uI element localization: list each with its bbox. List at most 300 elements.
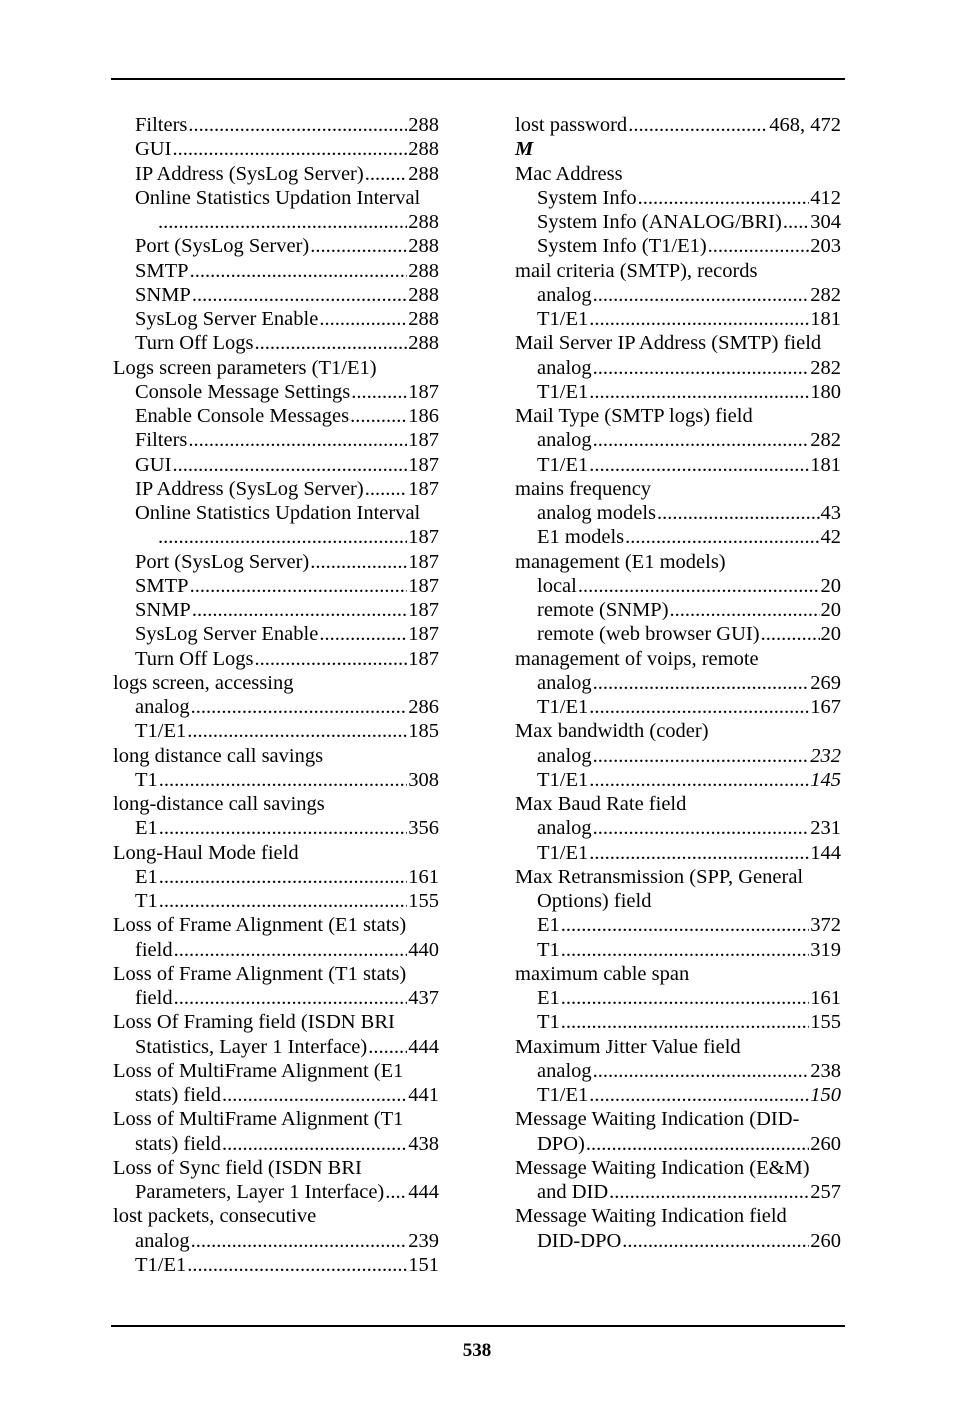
entry-text: System Info	[537, 186, 637, 209]
index-subentry	[113, 501, 439, 550]
page-reference: 282	[810, 429, 841, 452]
index-subentry	[113, 768, 439, 792]
index-subentry	[113, 283, 439, 307]
index-entry-line	[135, 307, 439, 331]
page-reference: 150	[810, 1084, 841, 1106]
index-heading: Long-Haul Mode field	[113, 841, 299, 864]
page-reference: 187	[408, 380, 439, 403]
dot-leader	[190, 259, 408, 283]
index-subentry	[515, 525, 841, 549]
index-subentry	[515, 501, 841, 525]
index-subentry	[113, 307, 439, 331]
index-heading: long distance call savings	[113, 744, 324, 767]
page-reference: 372	[810, 914, 841, 937]
dot-leader	[625, 525, 819, 549]
index-entry-line	[135, 1083, 439, 1107]
index-subentry	[113, 137, 439, 161]
page-reference: 42	[820, 526, 841, 549]
page-reference: 181	[810, 308, 841, 330]
page-reference: 438	[408, 1132, 439, 1155]
index-entry-line	[537, 1010, 841, 1034]
page-reference: 288	[408, 283, 439, 306]
entry-text: DPO)	[537, 1132, 585, 1155]
index-entry-line	[135, 380, 439, 404]
entry-text: analog	[135, 1229, 190, 1252]
index-entry-line	[537, 841, 841, 865]
entry-text: analog	[537, 283, 592, 306]
index-subentry	[113, 113, 439, 137]
dot-leader	[192, 283, 407, 307]
dot-leader	[578, 574, 820, 598]
page-reference: 412	[810, 186, 841, 209]
index-subentry	[113, 647, 439, 671]
index-entry-line	[135, 1180, 439, 1204]
index-entry-line	[537, 525, 841, 549]
dot-leader	[158, 525, 407, 549]
entry-text: IP Address (SysLog Server)	[135, 162, 364, 185]
dot-leader	[670, 598, 820, 622]
page-reference: 187	[408, 453, 439, 476]
entry-text: T1	[135, 768, 158, 791]
index-entry-line	[135, 259, 439, 283]
page-reference: 20	[820, 574, 841, 597]
dot-leader	[593, 816, 810, 840]
index-subentry	[515, 841, 841, 865]
header-rule	[111, 78, 845, 80]
entry-continuation	[135, 210, 439, 234]
index-subentry	[515, 913, 841, 937]
index-heading: Mail Type (SMTP logs) field	[515, 405, 753, 427]
entry-text: local	[537, 574, 577, 597]
index-heading: lost packets, consecutive	[113, 1205, 317, 1228]
index-subentry	[515, 210, 841, 234]
page-reference: 232	[810, 744, 841, 767]
page-reference: 269	[810, 671, 841, 694]
section-letter: M	[515, 138, 534, 161]
index-subentry	[515, 356, 841, 380]
index-entry-line	[537, 938, 841, 962]
dot-leader	[385, 1180, 407, 1204]
index-subentry	[113, 162, 439, 186]
page-reference: 187	[408, 599, 439, 621]
index-subentry	[515, 307, 841, 331]
dot-leader	[158, 210, 407, 234]
entry-continuation	[515, 1180, 841, 1204]
page-reference: 440	[408, 938, 439, 961]
index-subentry	[113, 719, 439, 743]
page-reference: 239	[408, 1229, 439, 1252]
entry-text: T1	[135, 890, 158, 912]
page-reference: 304	[810, 211, 841, 233]
page-reference: 185	[408, 720, 439, 743]
entry-text: T1/E1	[537, 1084, 589, 1106]
entry-text: GUI	[135, 453, 172, 476]
index-heading: Max Retransmission (SPP, General	[515, 865, 804, 888]
index-subentry	[113, 453, 439, 477]
dot-leader	[310, 550, 407, 574]
index-entry-line	[537, 1180, 841, 1204]
entry-text: E1	[537, 914, 560, 937]
page-reference: 20	[820, 599, 841, 621]
dot-leader	[172, 137, 407, 161]
page-reference: 145	[810, 768, 841, 791]
entry-first-line: Loss of MultiFrame Alignment (E1	[113, 1059, 404, 1082]
entry-text: field	[135, 987, 173, 1009]
dot-leader	[561, 1010, 809, 1034]
index-entry-line	[537, 234, 841, 258]
index-heading: Mac Address	[515, 162, 623, 185]
index-entry-line	[537, 574, 841, 598]
index-entry-line	[135, 986, 439, 1010]
index-subentry	[515, 768, 841, 792]
index-heading	[113, 1059, 439, 1108]
dot-leader	[593, 356, 810, 380]
dot-leader	[350, 404, 407, 428]
entry-text: analog	[537, 817, 592, 840]
dot-leader	[589, 841, 809, 865]
index-entry-line	[135, 719, 439, 743]
index-entry-line	[537, 283, 841, 307]
page-reference: 187	[408, 647, 439, 670]
entry-first-line: Message Waiting Indication (E&M)	[515, 1156, 810, 1179]
entry-text: E1	[135, 817, 158, 840]
index-entry-line	[135, 137, 439, 161]
entry-text: E1	[135, 865, 158, 888]
index-entry-line	[537, 744, 841, 768]
dot-leader	[319, 307, 407, 331]
dot-leader	[254, 647, 407, 671]
entry-first-line: Online Statistics Updation Interval	[135, 502, 421, 524]
entry-text: T1/E1	[537, 696, 589, 718]
index-subentry	[515, 1083, 841, 1107]
page-reference: 203	[810, 235, 841, 258]
index-subentry	[515, 574, 841, 598]
dot-leader	[310, 234, 407, 258]
index-entry-line	[135, 550, 439, 574]
dot-leader	[622, 1229, 809, 1253]
dot-leader	[191, 695, 408, 719]
index-subentry	[113, 259, 439, 283]
entry-text: remote (SNMP)	[537, 599, 669, 621]
page-reference: 288	[408, 138, 439, 161]
entry-text: lost password	[515, 114, 628, 136]
index-entry-line	[135, 234, 439, 258]
entry-text: System Info (ANALOG/BRI)	[537, 211, 782, 233]
index-subentry	[515, 1010, 841, 1034]
entry-continuation	[113, 1132, 439, 1156]
entry-first-line: Loss of Sync field (ISDN BRI	[113, 1156, 362, 1179]
entry-text: DID-DPO	[537, 1229, 622, 1252]
entry-text: T1/E1	[537, 308, 589, 330]
page-reference: 187	[408, 429, 439, 452]
dot-leader	[187, 719, 407, 743]
entry-text: analog	[537, 429, 592, 452]
index-column-left	[113, 113, 439, 1277]
index-heading	[113, 962, 439, 1011]
index-subentry	[113, 428, 439, 452]
entry-text: Enable Console Messages	[135, 405, 350, 427]
index-entry-line	[157, 210, 439, 234]
page-reference: 180	[810, 380, 841, 403]
index-heading: Message Waiting Indication field	[515, 1205, 787, 1228]
entry-first-line: Loss of MultiFrame Alignment (T1	[113, 1108, 404, 1131]
dot-leader	[172, 453, 407, 477]
index-heading	[113, 1010, 439, 1059]
index-heading: Maximum Jitter Value field	[515, 1035, 741, 1058]
dot-leader	[561, 938, 809, 962]
entry-continuation	[113, 986, 439, 1010]
dot-leader	[628, 113, 768, 137]
dot-leader	[319, 622, 407, 646]
index-subentry	[113, 550, 439, 574]
index-entry-line	[537, 380, 841, 404]
entry-text: field	[135, 938, 173, 961]
entry-text: Filters	[135, 114, 188, 136]
index-heading: long-distance call savings	[113, 793, 325, 815]
index-entry-line	[537, 1059, 841, 1083]
page-reference: 187	[408, 623, 439, 646]
index-subentry	[515, 598, 841, 622]
page-reference: 257	[810, 1181, 841, 1203]
index-column-right	[515, 113, 841, 1253]
entry-text: analog	[537, 671, 592, 694]
index-entry-line	[537, 913, 841, 937]
page-number: 538	[462, 1340, 492, 1361]
index-entry-line	[135, 622, 439, 646]
entry-text: SMTP	[135, 574, 189, 597]
dot-leader	[159, 768, 407, 792]
entry-first-line: Loss Of Framing field (ISDN BRI	[113, 1011, 395, 1034]
entry-text: T1/E1	[537, 453, 589, 476]
page-reference: 167	[810, 696, 841, 718]
entry-text: remote (web browser GUI)	[537, 623, 760, 646]
page-reference: 288	[408, 162, 439, 185]
index-entry-line	[135, 113, 439, 137]
entry-text: SNMP	[135, 283, 191, 306]
dot-leader	[589, 695, 809, 719]
dot-leader	[589, 380, 809, 404]
page-reference: 444	[408, 1035, 439, 1058]
index-subentry	[113, 622, 439, 646]
dot-leader	[589, 768, 809, 792]
index-subentry	[515, 671, 841, 695]
dot-leader	[222, 1132, 407, 1156]
index-heading	[515, 1107, 841, 1156]
index-heading: Mail Server IP Address (SMTP) field	[515, 332, 822, 355]
index-heading: mains frequency	[515, 477, 652, 500]
entry-text: T1/E1	[537, 380, 589, 403]
entry-text: T1/E1	[135, 1253, 187, 1276]
dot-leader	[761, 622, 820, 646]
index-entry-line	[135, 428, 439, 452]
index-subentry	[515, 186, 841, 210]
entry-text: T1/E1	[537, 768, 589, 791]
index-entry-line	[537, 695, 841, 719]
dot-leader	[593, 744, 810, 768]
dot-leader	[174, 938, 408, 962]
page-reference: 288	[408, 332, 439, 355]
index-subentry	[515, 744, 841, 768]
page-reference: 155	[810, 1011, 841, 1034]
index-entry-line	[135, 1035, 439, 1059]
index-entry-line	[135, 453, 439, 477]
page-reference: 260	[810, 1229, 841, 1252]
dot-leader	[783, 210, 809, 234]
entry-text: analog	[537, 1059, 592, 1082]
index-entry-line	[135, 889, 439, 913]
entry-first-line: Message Waiting Indication (DID-	[515, 1108, 800, 1131]
entry-text: stats) field	[135, 1084, 221, 1106]
entry-continuation	[515, 1132, 841, 1156]
index-heading: Logs screen parameters (T1/E1)	[113, 356, 377, 379]
index-entry-line	[135, 1132, 439, 1156]
index-subheading: Options) field	[537, 890, 652, 912]
index-entry-line	[135, 283, 439, 307]
index-subentry	[515, 695, 841, 719]
dot-leader	[159, 889, 407, 913]
entry-continuation	[113, 1180, 439, 1204]
page-reference: 286	[408, 696, 439, 718]
index-entry-line	[135, 162, 439, 186]
entry-continuation	[113, 1083, 439, 1107]
index-entry-line	[135, 938, 439, 962]
entry-text: T1/E1	[135, 720, 187, 743]
dot-leader	[365, 162, 408, 186]
page-reference: 468, 472	[769, 114, 841, 136]
entry-text: T1	[537, 938, 560, 961]
index-entry-line	[537, 768, 841, 792]
page-reference: 187	[408, 526, 439, 549]
dot-leader	[192, 598, 407, 622]
entry-text: Parameters, Layer 1 Interface)	[135, 1181, 385, 1203]
index-entry-line	[135, 768, 439, 792]
index-subentry	[515, 234, 841, 258]
page-reference: 444	[408, 1181, 439, 1203]
dot-leader	[589, 307, 809, 331]
page-reference: 187	[408, 477, 439, 500]
entry-text: SysLog Server Enable	[135, 623, 319, 646]
index-subentry	[113, 1253, 439, 1277]
dot-leader	[174, 986, 408, 1010]
index-entry-line	[537, 356, 841, 380]
entry-text: System Info (T1/E1)	[537, 235, 707, 258]
index-subentry	[515, 1059, 841, 1083]
dot-leader	[351, 380, 407, 404]
index-entry-line	[537, 598, 841, 622]
index-entry-line	[135, 331, 439, 355]
index-subentry	[515, 816, 841, 840]
index-subentry	[515, 938, 841, 962]
index-subentry	[113, 574, 439, 598]
dot-leader	[561, 913, 809, 937]
index-entry-line	[537, 816, 841, 840]
page-reference: 288	[408, 308, 439, 330]
index-subentry	[113, 816, 439, 840]
index-entry-line	[537, 428, 841, 452]
page-reference: 151	[408, 1253, 439, 1276]
entry-text: E1	[537, 987, 560, 1009]
index-entry-line	[135, 404, 439, 428]
dot-leader	[190, 574, 408, 598]
page-reference: 238	[810, 1059, 841, 1082]
page-reference: 231	[810, 817, 841, 840]
index-entry-line	[537, 501, 841, 525]
dot-leader	[638, 186, 810, 210]
entry-continuation	[113, 1035, 439, 1059]
entry-text: T1	[537, 1011, 560, 1034]
dot-leader	[593, 671, 810, 695]
entry-text: IP Address (SysLog Server)	[135, 477, 364, 500]
page-reference: 288	[408, 259, 439, 282]
index-heading	[113, 1107, 439, 1156]
page-reference: 144	[810, 841, 841, 864]
index-heading	[113, 913, 439, 962]
entry-first-line: Loss of Frame Alignment (T1 stats)	[113, 962, 407, 985]
entry-first-line: Online Statistics Updation Interval	[135, 186, 421, 209]
index-entry-line	[537, 210, 841, 234]
index-subentry	[113, 889, 439, 913]
index-entry-line	[515, 113, 841, 137]
page-reference: 356	[408, 817, 439, 840]
index-heading: mail criteria (SMTP), records	[515, 259, 758, 282]
index-entry-line	[135, 1253, 439, 1277]
page-reference: 308	[408, 768, 439, 791]
page-reference: 260	[810, 1132, 841, 1155]
entry-text: SMTP	[135, 259, 189, 282]
entry-text: T1/E1	[537, 841, 589, 864]
entry-text: analog models	[537, 502, 656, 524]
index-subentry	[113, 186, 439, 235]
index-heading: management (E1 models)	[515, 550, 726, 573]
entry-text: Filters	[135, 429, 188, 452]
index-heading: maximum cable span	[515, 962, 690, 985]
dot-leader	[593, 283, 810, 307]
page-reference: 282	[810, 283, 841, 306]
index-entry-line	[157, 525, 439, 549]
page-reference: 288	[408, 211, 439, 233]
index-heading	[515, 1156, 841, 1205]
entry-continuation	[113, 938, 439, 962]
dot-leader	[593, 1059, 810, 1083]
dot-leader	[609, 1180, 809, 1204]
page-reference: 161	[810, 987, 841, 1009]
page-reference: 288	[408, 114, 439, 136]
index-entry-line	[537, 186, 841, 210]
entry-continuation	[135, 525, 439, 549]
entry-text: GUI	[135, 138, 172, 161]
footer-rule	[111, 1325, 845, 1327]
entry-text: Statistics, Layer 1 Interface)	[135, 1035, 368, 1058]
index-heading: Max bandwidth (coder)	[515, 720, 709, 743]
index-heading: Max Baud Rate field	[515, 793, 687, 815]
index-subentry	[113, 865, 439, 889]
dot-leader	[191, 1229, 408, 1253]
index-subentry	[113, 1229, 439, 1253]
index-entry-line	[537, 986, 841, 1010]
index-entry-line	[537, 453, 841, 477]
page-reference: 161	[408, 865, 439, 888]
page-reference: 282	[810, 356, 841, 379]
index-entry-line	[537, 307, 841, 331]
entry-text: Port (SysLog Server)	[135, 550, 310, 573]
dot-leader	[593, 428, 810, 452]
index-subentry	[113, 404, 439, 428]
index-subentry	[113, 477, 439, 501]
index-subentry	[113, 234, 439, 258]
index-subentry	[515, 986, 841, 1010]
page-reference: 43	[820, 502, 841, 524]
page-reference: 181	[810, 453, 841, 476]
